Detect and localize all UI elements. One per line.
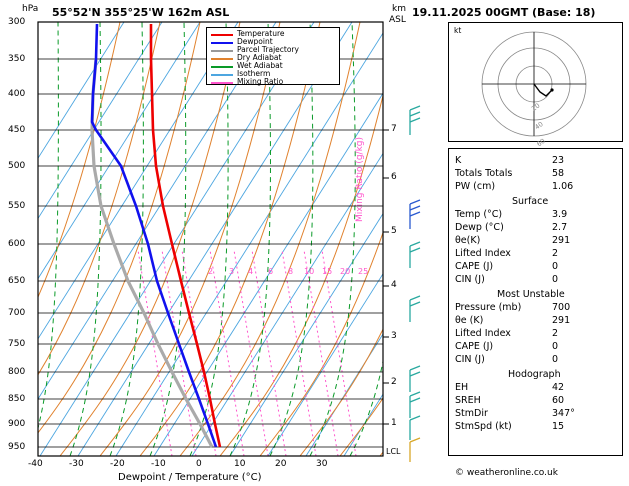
- legend-label-mixing-ratio: Mixing Ratio: [237, 77, 284, 86]
- height-tick-2: 2: [391, 377, 397, 387]
- hodograph-unit-label: kt: [454, 26, 462, 35]
- hodograph-label-sreh: SREH: [455, 395, 481, 406]
- x-tick-20: 20: [275, 459, 287, 469]
- mixing-ratio-label-20: 20: [340, 267, 351, 276]
- svg-text:60: 60: [535, 136, 547, 149]
- legend-swatch-temperature: [211, 34, 233, 36]
- height-axis-unit: km: [392, 4, 406, 14]
- hodograph-value-sreh: 60: [552, 395, 565, 406]
- surface-label-temp: Temp (°C): [455, 209, 503, 220]
- surface-value-temp: 3.9: [552, 209, 568, 220]
- legend-swatch-dewpoint: [211, 42, 233, 44]
- mixing-ratio-axis-label: Mixing Ratio (g/kg): [355, 136, 365, 222]
- unstable-value-theta-e: 291: [552, 315, 571, 326]
- lcl-label: LCL: [386, 447, 401, 456]
- pressure-tick-700: 700: [8, 308, 26, 318]
- legend-label-parcel: Parcel Trajectory: [237, 45, 299, 54]
- pressure-axis-unit: hPa: [22, 4, 39, 14]
- mixing-ratio-label-2: 2: [208, 267, 214, 276]
- pressure-tick-850: 850: [8, 394, 26, 404]
- x-tick--20: -20: [110, 459, 125, 469]
- mixing-ratio-label-4: 4: [248, 267, 254, 276]
- mixing-ratio-label-10: 10: [304, 267, 315, 276]
- height-tick-7: 7: [391, 124, 397, 134]
- x-tick--30: -30: [69, 459, 84, 469]
- x-tick-30: 30: [316, 459, 328, 469]
- mixing-ratio-label-25: 25: [358, 267, 369, 276]
- hodograph-plot: [448, 22, 621, 149]
- surface-value-cin: 0: [552, 274, 559, 285]
- height-tick-5: 5: [391, 226, 397, 236]
- hodograph-value-eh: 42: [552, 382, 565, 393]
- index-label-k: K: [455, 155, 462, 166]
- pressure-tick-800: 800: [8, 367, 26, 377]
- index-label-pw: PW (cm): [455, 181, 496, 192]
- surface-label-cin: CIN (J): [455, 274, 485, 285]
- surface-label-lifted-index: Lifted Index: [455, 248, 511, 259]
- legend-swatch-isotherm: [211, 74, 233, 76]
- unstable-value-lifted-index: 2: [552, 328, 559, 339]
- surface-value-theta-e: 291: [552, 235, 571, 246]
- height-tick-4: 4: [391, 280, 397, 290]
- x-tick-0: 0: [196, 459, 202, 469]
- surface-label-dewp: Dewp (°C): [455, 222, 504, 233]
- surface-label-cape: CAPE (J): [455, 261, 494, 272]
- valid-datetime: 19.11.2025 00GMT (Base: 18): [412, 6, 596, 19]
- section-header-most-unstable: Most Unstable: [497, 289, 565, 300]
- surface-value-dewp: 2.7: [552, 222, 568, 233]
- x-tick-10: 10: [234, 459, 246, 469]
- legend-label-temperature: Temperature: [237, 29, 285, 38]
- height-axis-unit-asl: ASL: [389, 15, 406, 25]
- unstable-label-pressure: Pressure (mb): [455, 302, 522, 313]
- hodograph-label-eh: EH: [455, 382, 469, 393]
- hodograph-label-stmspd: StmSpd (kt): [455, 421, 512, 432]
- pressure-tick-300: 300: [8, 17, 26, 27]
- pressure-tick-900: 900: [8, 419, 26, 429]
- index-value-k: 23: [552, 155, 565, 166]
- index-value-pw: 1.06: [552, 181, 574, 192]
- pressure-tick-600: 600: [8, 239, 26, 249]
- unstable-label-theta-e: θe (K): [455, 315, 484, 326]
- mixing-ratio-label-15: 15: [322, 267, 333, 276]
- unstable-value-cape: 0: [552, 341, 559, 352]
- legend-label-wet-adiabat: Wet Adiabat: [237, 61, 283, 70]
- legend-swatch-wet-adiabat: [211, 66, 233, 68]
- unstable-label-lifted-index: Lifted Index: [455, 328, 511, 339]
- index-label-totals-totals: Totals Totals: [455, 168, 513, 179]
- pressure-tick-400: 400: [8, 89, 26, 99]
- x-tick--10: -10: [151, 459, 166, 469]
- mixing-ratio-label-3: 3: [229, 267, 235, 276]
- legend-label-dry-adiabat: Dry Adiabat: [237, 53, 282, 62]
- section-header-hodograph: Hodograph: [508, 369, 561, 380]
- height-tick-3: 3: [391, 331, 397, 341]
- unstable-value-cin: 0: [552, 354, 559, 365]
- chart-legend: [206, 27, 340, 85]
- wind-barb-column: [410, 106, 420, 462]
- legend-label-isotherm: Isotherm: [237, 69, 271, 78]
- pressure-tick-750: 750: [8, 339, 26, 349]
- mixing-ratio-label-8: 8: [288, 267, 294, 276]
- hodograph-label-stmdir: StmDir: [455, 408, 488, 419]
- svg-text:40: 40: [533, 120, 545, 132]
- surface-value-lifted-index: 2: [552, 248, 559, 259]
- pressure-tick-950: 950: [8, 442, 26, 452]
- pressure-tick-650: 650: [8, 276, 26, 286]
- surface-label-theta-e: θe(K): [455, 235, 481, 246]
- section-header-surface: Surface: [512, 196, 549, 207]
- x-axis-label: Dewpoint / Temperature (°C): [118, 472, 262, 483]
- hodograph-value-stmspd: 15: [552, 421, 565, 432]
- height-tick-6: 6: [391, 172, 397, 182]
- station-title: 55°52'N 355°25'W 162m ASL: [52, 6, 230, 19]
- legend-swatch-parcel: [211, 50, 233, 52]
- hodograph-value-stmdir: 347°: [552, 408, 575, 419]
- legend-swatch-dry-adiabat: [211, 58, 233, 60]
- pressure-tick-550: 550: [8, 201, 26, 211]
- legend-swatch-mixing-ratio: [211, 82, 233, 84]
- pressure-tick-500: 500: [8, 161, 26, 171]
- mixing-ratio-label-6: 6: [268, 267, 274, 276]
- unstable-value-pressure: 700: [552, 302, 571, 313]
- legend-label-dewpoint: Dewpoint: [237, 37, 273, 46]
- unstable-label-cin: CIN (J): [455, 354, 485, 365]
- surface-value-cape: 0: [552, 261, 559, 272]
- height-tick-1: 1: [391, 418, 397, 428]
- index-value-totals-totals: 58: [552, 168, 565, 179]
- x-tick--40: -40: [28, 459, 43, 469]
- pressure-tick-450: 450: [8, 125, 26, 135]
- credit-text: © weatheronline.co.uk: [455, 468, 558, 478]
- svg-text:20: 20: [530, 101, 542, 113]
- unstable-label-cape: CAPE (J): [455, 341, 494, 352]
- pressure-tick-350: 350: [8, 54, 26, 64]
